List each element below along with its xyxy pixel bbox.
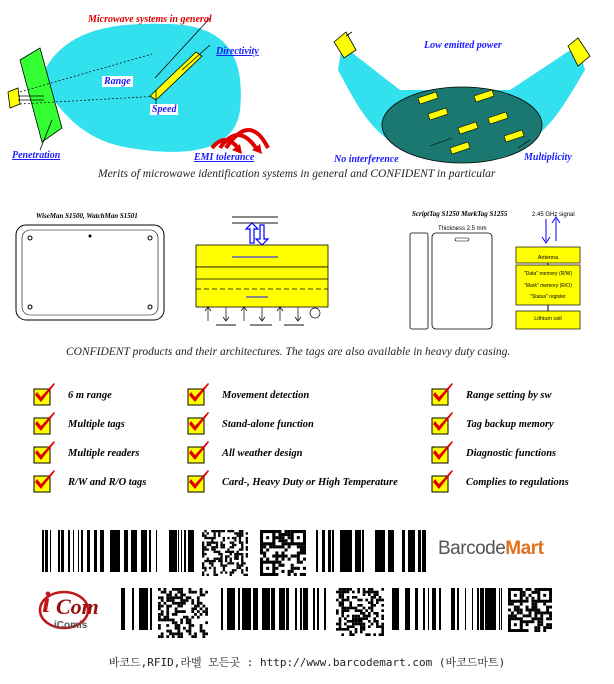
signal-label: 2.45 GHz signal <box>532 212 575 218</box>
feature-item <box>186 413 314 435</box>
scripttag-title: ScriptTag S1250 MarkTag S1255 <box>412 210 508 218</box>
feature-item <box>430 442 556 464</box>
datamatrix-code <box>202 530 248 576</box>
teal-zone <box>382 87 542 163</box>
icom-logo <box>36 588 116 638</box>
checkmark-icon <box>430 470 454 494</box>
mark-memory-label: "Mark" memory (R/O) <box>524 283 572 289</box>
antenna-label: Antenna <box>537 255 559 261</box>
pdf417-barcode <box>42 530 194 572</box>
penetration-label: Penetration <box>12 150 61 161</box>
feature-label: Diagnostic functions <box>466 447 557 459</box>
status-register-label: "Status" register <box>530 294 566 300</box>
feature-label: Stand-alone function <box>222 418 314 430</box>
feature-item <box>186 471 398 493</box>
datamatrix-code <box>336 588 384 636</box>
feature-item <box>430 471 569 493</box>
reader-architecture <box>196 217 328 325</box>
checkmark-icon <box>186 470 210 494</box>
feature-label: Movement detection <box>222 389 310 401</box>
feature-label: Range setting by sw <box>466 389 552 401</box>
barcodemart-logo-a: Barcode <box>438 538 506 559</box>
low-power-label: Low emitted power <box>424 40 502 51</box>
directivity-label: Directivity <box>216 46 259 57</box>
checkmark-icon <box>186 383 210 407</box>
feature-label: Complies to regulations <box>466 476 569 488</box>
datamatrix-code <box>158 588 208 638</box>
wiseman-title: WiseMan S1500, WatchMan S1501 <box>36 212 138 220</box>
data-memory-label: "Data" memory (R/W) <box>524 271 572 277</box>
linear-barcode <box>221 588 326 630</box>
feature-item <box>186 384 309 406</box>
microwave-title-label: Microwave systems in general <box>88 14 212 25</box>
feature-item <box>32 442 139 464</box>
multiplicity-label: Multiplicity <box>524 152 572 163</box>
linear-barcode <box>392 588 502 630</box>
lithium-cell-label: Lithium cell <box>534 316 562 322</box>
feature-item <box>32 471 146 493</box>
scripttag-cards <box>410 233 492 329</box>
checkmark-icon <box>186 441 210 465</box>
no-interference-label: No interference <box>334 154 399 165</box>
linear-barcode <box>316 530 426 572</box>
merits-caption: Merits of microwawe identification systems in general and CONFIDENT in particular <box>98 168 496 180</box>
barcodemart-logo <box>438 538 543 560</box>
feature-item <box>430 384 551 406</box>
speed-label: Speed <box>152 104 177 115</box>
feature-label: Multiple tags <box>68 418 125 430</box>
icom-i: i <box>42 586 51 619</box>
feature-label: All weather design <box>222 447 303 459</box>
microwave-diagrams <box>0 0 614 170</box>
checkmark-icon <box>32 441 56 465</box>
reader-antenna-left <box>8 88 20 108</box>
footer-text: 바코드,RFID,라벨 모든곳 : http://www.barcodemart.com (바코드마트) <box>108 656 506 669</box>
feature-label: R/W and R/O tags <box>68 476 147 488</box>
wiseman-reader <box>16 225 164 320</box>
checkmark-icon <box>430 412 454 436</box>
range-label: Range <box>104 76 131 87</box>
icomis-text: iComis <box>54 620 88 631</box>
feature-label: Multiple readers <box>68 447 140 459</box>
emi-tolerance-label: EMI tolerance <box>194 152 255 163</box>
checkmark-icon <box>32 470 56 494</box>
linear-barcode <box>121 588 152 630</box>
icom-com: Com <box>56 594 99 619</box>
feature-item <box>32 413 125 435</box>
feature-item <box>32 384 112 406</box>
beam-left <box>40 24 241 152</box>
feature-label: Tag backup memory <box>466 418 554 430</box>
feature-label: 6 m range <box>68 389 112 401</box>
checkmark-icon <box>32 412 56 436</box>
checkmark-icon <box>186 412 210 436</box>
checkmark-icon <box>430 441 454 465</box>
thickness-label: Thickness 2.5 mm <box>438 226 487 232</box>
feature-item <box>430 413 554 435</box>
feature-item <box>186 442 303 464</box>
barcodemart-logo-b: Mart <box>505 538 544 559</box>
products-caption: CONFIDENT products and their architectures. The tags are also available in heavy duty casing. <box>66 346 511 358</box>
checkmark-icon <box>430 383 454 407</box>
checkmark-icon <box>32 383 56 407</box>
feature-label: Card-, Heavy Duty or High Temperature <box>222 476 398 488</box>
